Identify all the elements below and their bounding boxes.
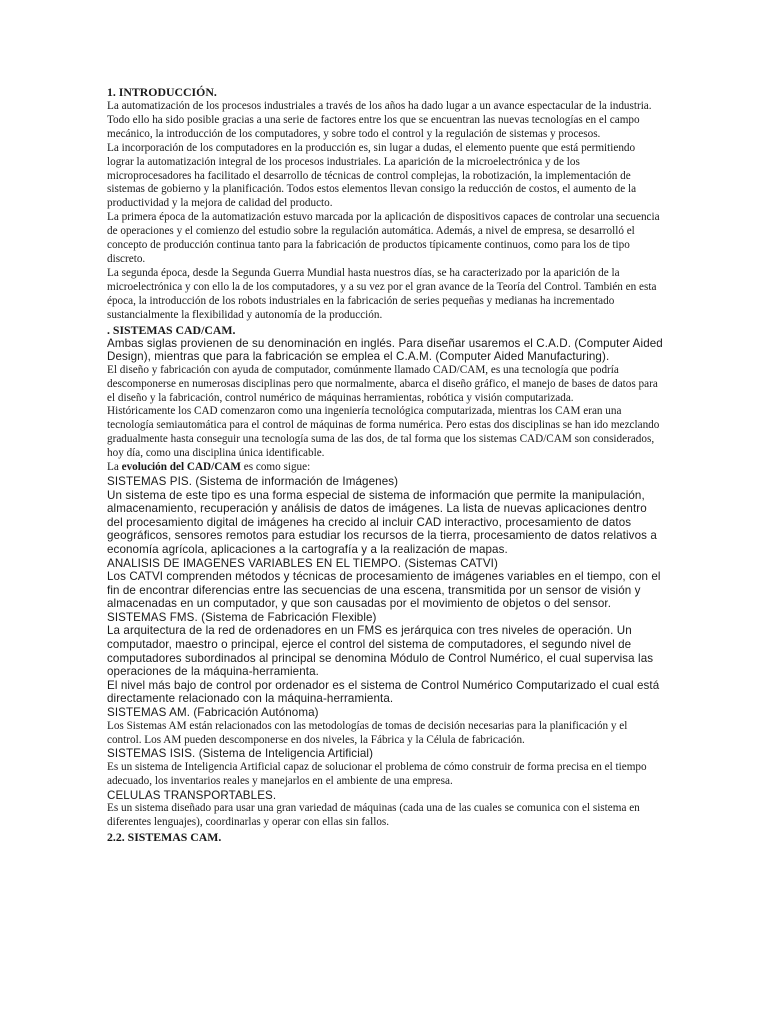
text-span: La (107, 461, 122, 474)
paragraph: Los CATVI comprenden métodos y técnicas de procesamiento de imágenes variables en el tiempo, con el fin de encontrar diferencias entre las secuencias de una escena, transmitida por un sensor de visión y almacenadas en un computador, y que son causadas por el movimiento de objetos o del sensor. (107, 570, 661, 611)
subsection-title-fms: SISTEMAS FMS. (Sistema de Fabricación Flexible) (107, 610, 377, 624)
paragraph: Es un sistema diseñado para usar una gran variedad de máquinas (cada una de las cuales se comunica con el sistema en diferentes lenguajes), coordinarlas y operar con ellas sin fallos. (107, 802, 640, 829)
document-page (107, 85, 663, 844)
paragraph: Un sistema de este tipo es una forma especial de sistema de información que permite la manipulación, almacenamiento, recuperación y análisis de datos de imágenes. La lista de nuevas aplicaciones dentro del procesamiento digital de imágenes ha crecido al incluir CAD interactivo, procesamiento de datos geográficos, sensores remotos para estudiar los recursos de la tierra, procesamiento de datos relativos a economía agrícola, aplicaciones a la cartografía y a la realización de mapas. (107, 488, 657, 556)
paragraph: Ambas siglas provienen de su denominación en inglés. Para diseñar usaremos el C.A.D. (Computer Aided Design), mientras que para la fabricación se emplea el C.A.M. (Computer Aided Manufacturing). (107, 336, 663, 364)
paragraph: El diseño y fabricación con ayuda de computador, comúnmente llamado CAD/CAM, es una tecnología que podría descomponerse en numerosas disciplinas pero que normalmente, abarca el diseño gráfico, el manejo de bases de datos para el diseño y la fabricación, control numérico de máquinas herramientas, robótica y visión computarizada. (107, 363, 658, 404)
evolution-intro (107, 461, 663, 475)
section-heading-cad-cam: . SISTEMAS CAD/CAM. (107, 322, 236, 337)
paragraph: La segunda época, desde la Segunda Guerra Mundial hasta nuestros días, se ha caracterizado por la aparición de la microelectrónica y con ello la de los computadores, y a su vez por el gran avance de la Teoría del Control. También en esta época, la introducción de los robots industriales en la fabricación de series pequeñas y medianas ha incrementado sustancialmente la flexibilidad y autonomía de la producción. (107, 266, 657, 321)
subsection-title-catvi: ANALISIS DE IMAGENES VARIABLES EN EL TIEMPO. (Sistemas CATVI) (107, 556, 498, 570)
section-heading-sistemas-cam: 2.2. SISTEMAS CAM. (107, 830, 222, 845)
paragraph: Es un sistema de Inteligencia Artificial capaz de solucionar el problema de cómo construir de forma precisa en el tiempo adecuado, los inventarios reales y manejarlos en el ambiente de una empresa. (107, 761, 647, 787)
bold-text: evolución del CAD/CAM (121, 461, 241, 474)
subsection-title-am: SISTEMAS AM. (Fabricación Autónoma) (107, 706, 319, 720)
subsection-title-isis: SISTEMAS ISIS. (Sistema de Inteligencia Artificial) (107, 747, 374, 761)
section-heading-introduccion: 1. INTRODUCCIÓN. (107, 85, 217, 99)
paragraph: La arquitectura de la red de ordenadores en un FMS es jerárquica con tres niveles de operación. Un computador, maestro o principal, ejerce el control del sistema de computadores, el segundo nivel de computadores subordinados al principal se denomina Módulo de Control Numérico, el cual supervisa las operaciones de la máquina-herramienta. (107, 624, 654, 679)
paragraph: La primera época de la automatización estuvo marcada por la aplicación de dispositivos capaces de controlar una secuencia de operaciones y el comienzo del estudio sobre la regulación automática. Además, a nivel de empresa, se desarrolló el concepto de producción continua tanto para la fabricación de productos típicamente continuos, como para los de tipo discreto. (107, 211, 660, 265)
paragraph: Los Sistemas AM están relacionados con las metodologías de tomas de decisión necesarias para la planificación y el control. Los AM pueden descomponerse en dos niveles, la Fábrica y la Célula de fabricación. (107, 719, 628, 746)
subsection-title-pis: SISTEMAS PIS. (Sistema de información de Imágenes) (107, 474, 399, 488)
paragraph: El nivel más bajo de control por ordenador es el sistema de Control Numérico Computarizado el cual está directamente relacionado con la máquina-herramienta. (107, 678, 660, 706)
subsection-title-celulas: CELULAS TRANSPORTABLES. (107, 788, 277, 802)
paragraph: La incorporación de los computadores en la producción es, sin lugar a dudas, el elemento puente que está permitiendo lograr la automatización integral de los procesos industriales. La aparición de la microelectrónica y de los microprocesadores ha facilitado el desarrollo de técnicas de control complejas, la robotización, la implementación de sistemas de gobierno y la planificación. Todos estos elementos llevan consigo la reducción de costos, el aumento de la productividad y la mejora de calidad del producto. (107, 141, 637, 210)
paragraph: Históricamente los CAD comenzaron como una ingeniería tecnológica computarizada, mientras los CAM eran una tecnología semiautomática para el control de máquinas de forma numérica. Pero estas dos disciplinas se han ido mezclando gradualmente hasta conseguir una tecnología suma de las dos, de tal forma que los sistemas CAD/CAM son considerados, hoy día, como una disciplina única identificable. (107, 405, 660, 460)
text-span: es como sigue: (240, 461, 311, 474)
paragraph: La automatización de los procesos industriales a través de los años ha dado lugar a un avance espectacular de la industria. Todo ello ha sido posible gracias a una serie de factores entre los que se encuentran las nuevas tecnologías en el campo mecánico, la introducción de los computadores, y sobre todo el control y la regulación de sistemas y procesos. (107, 100, 652, 140)
